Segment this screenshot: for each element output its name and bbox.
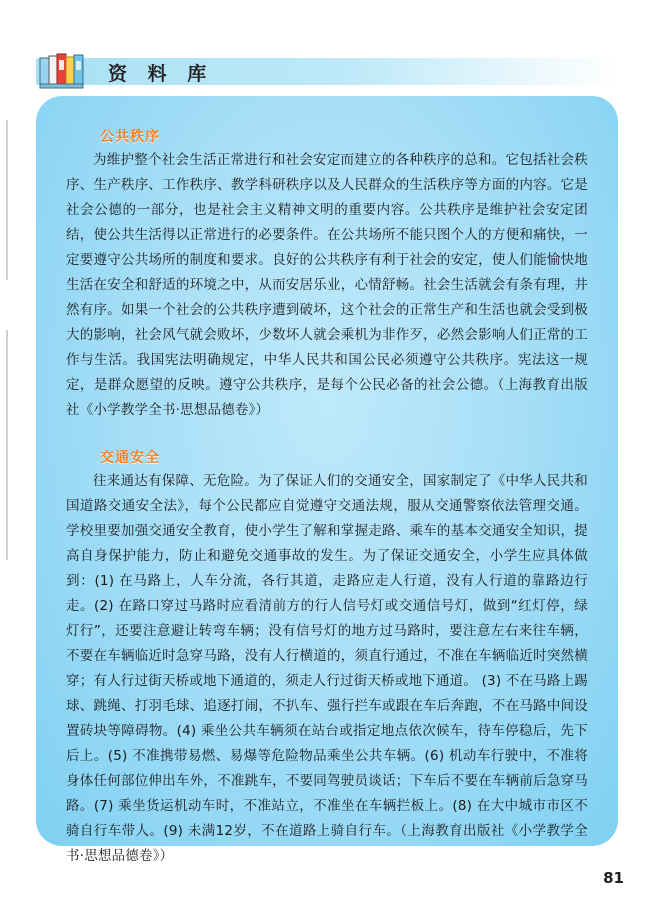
content-body bbox=[66, 112, 588, 869]
section-traffic-safety bbox=[66, 433, 588, 869]
scan-edge-mark bbox=[6, 120, 8, 280]
section-paragraph: 为维护整个社会生活正常进行和社会安定而建立的各种秩序的总和。它包括社会秩序、生产秩序、工作秩序、教学科研秩序以及人民群众的生活秩序等方面的内容。它是社会公德的一部分，也是社会主义精神文明的重要内容。公共秩序是维护社会安定团结，使公共生活得以正常进行的必要条件。在公共场所不能只图个人的方便和痛快，一定要遵守公共场所的制度和要求。良好的公共秩序有利于社会的安定，使人们能愉快地生活在安全和舒适的环境之中，从而安居乐业，心情舒畅。社会生活就会有条有理，井然有序。如果一个社会的公共秩序遭到破坏，这个社会的正常生产和生活也就会受到极大的影响，社会风气就会败坏，少数坏人就会乘机为非作歹，必然会影响人们正常的工作与生活。我国宪法明确规定，中华人民共和国公民必须遵守公共秩序。宪法这一规定，是群众愿望的反映。遵守公共秩序，是每个公民必备的社会公德。（上海教育出版社《小学教学全书·思想品德卷》） bbox=[66, 152, 588, 418]
section-heading: 公共秩序 bbox=[100, 129, 160, 145]
page-header bbox=[36, 50, 616, 92]
section-public-order bbox=[66, 112, 588, 423]
section-paragraph: 往来通达有保障、无危险。为了保证人们的交通安全，国家制定了《中华人民共和国道路交通安全法》，每个公民都应自觉遵守交通法规，服从交通警察依法管理交通。学校里要加强交通安全教育，使小学生了解和掌握走路、乘车的基本交通安全知识，提高自身保护能力，防止和避免交通事故的发生。为了保证交通安全，小学生应具体做到：(1) 在马路上，人车分流，各行其道，走路应走人行道，没有人行道的靠路边行走。(2) 在路口穿过马路时应看清前方的行人信号灯或交通信号灯，做到“红灯停，绿灯行”，还要注意避让转弯车辆；没有信号灯的地方过马路时，要注意左右来往车辆，不要在车辆临近时急穿马路，没有人行横道的，须直行通过，不准在车辆临近时突然横穿；有人行过街天桥或地下通道的，须走人行过街天桥或地下通道。 (3) 不在马路上踢球、跳绳、打羽毛球、追逐打闹，不扒车、强行拦车或跟在车后奔跑，不在马路中间设置砖块等障碍物。(4) 乘坐公共车辆须在站台或指定地点依次候车，待车停稳后，先下后上。(5) 不准携带易燃、易爆等危险物品乘坐公共车辆。(6) 机动车行驶中，不准将身体任何部位伸出车外，不准跳车，不要同驾驶员谈话；下车后不要在车辆前后急穿马路。(7) 乘坐货运机动车时，不准站立，不准坐在车辆拦板上。(8) 在大中城市市区不骑自行车带人。(9) 未满12岁，不在道路上骑自行车。（上海教育出版社《小学教学全书·思想品德卷》） bbox=[66, 473, 588, 864]
content-panel bbox=[36, 96, 618, 864]
page-title: 资 料 库 bbox=[108, 63, 214, 85]
page-number: 81 bbox=[603, 869, 624, 887]
scan-edge-mark bbox=[6, 330, 8, 560]
section-heading: 交通安全 bbox=[100, 450, 160, 466]
books-icon bbox=[38, 50, 94, 90]
